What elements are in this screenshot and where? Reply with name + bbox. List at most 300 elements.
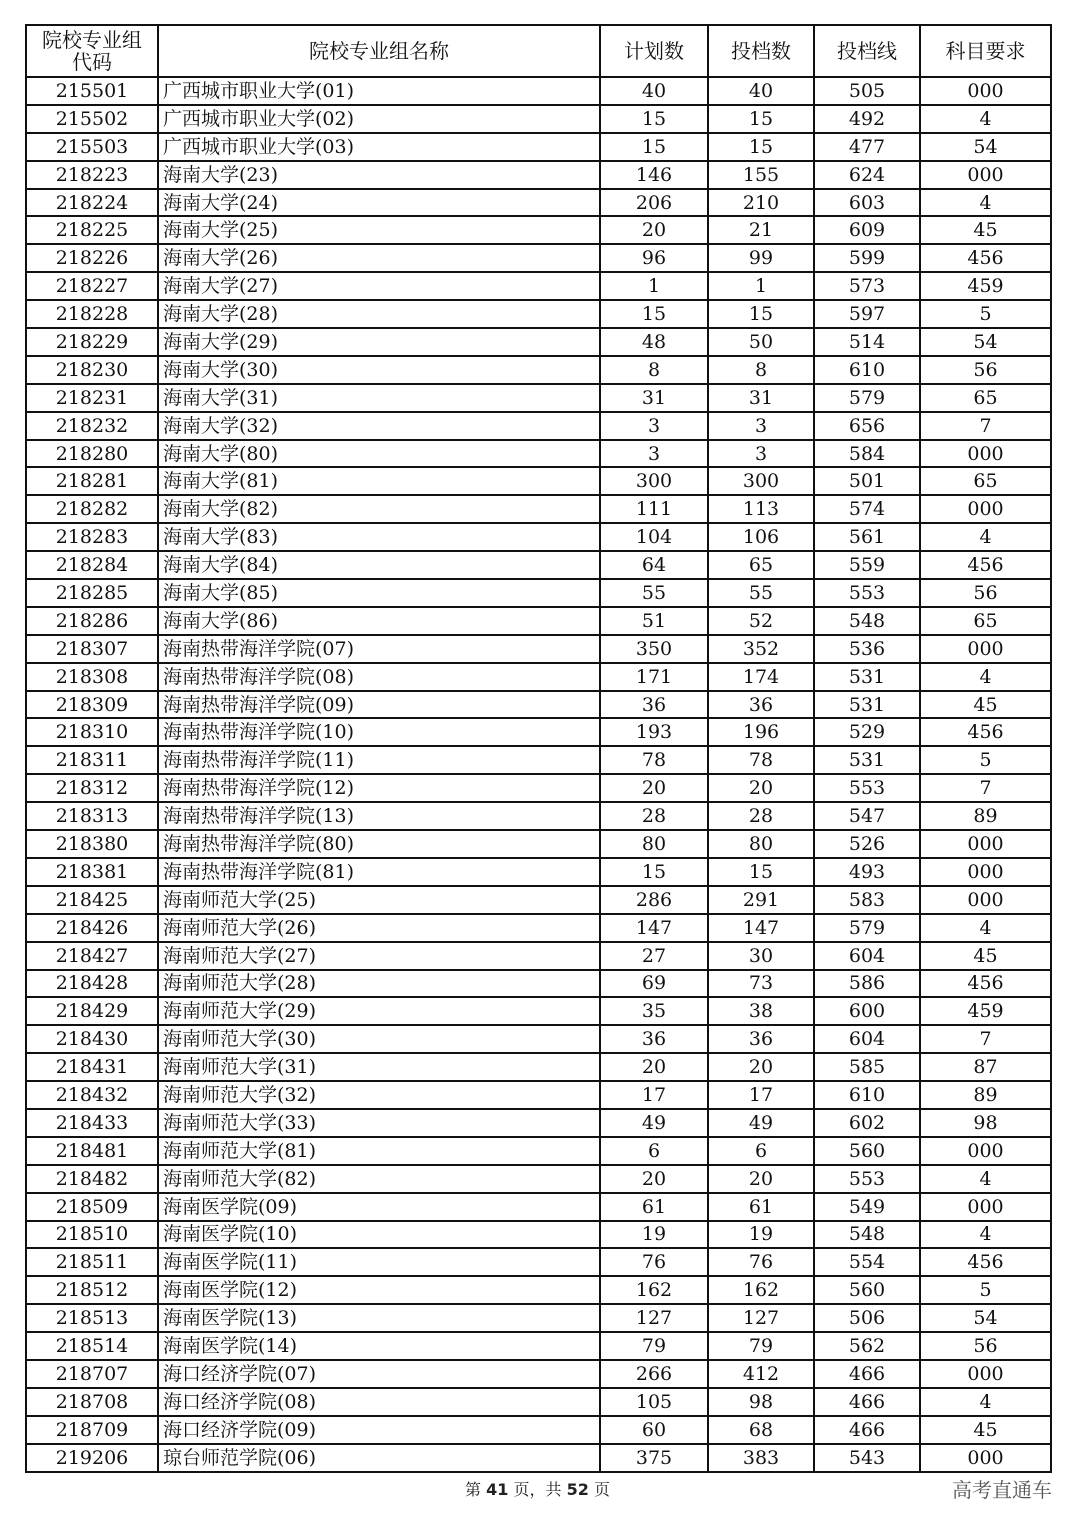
cell-code: 218482 (26, 1165, 158, 1193)
cell-name: 海南师范大学(33) (158, 1109, 600, 1137)
cell-code: 215501 (26, 77, 158, 105)
table-row (26, 356, 1051, 384)
cell-name: 海南医学院(11) (158, 1248, 600, 1276)
cell-admitted: 50 (708, 328, 814, 356)
cell-subjects: 459 (920, 997, 1051, 1025)
cell-plan: 1 (600, 272, 708, 300)
cell-subjects: 000 (920, 830, 1051, 858)
cell-plan: 206 (600, 189, 708, 217)
cell-admitted: 68 (708, 1416, 814, 1444)
cell-admitted: 412 (708, 1360, 814, 1388)
cell-plan: 35 (600, 997, 708, 1025)
cell-admitted: 113 (708, 495, 814, 523)
cell-plan: 20 (600, 1165, 708, 1193)
cell-plan: 104 (600, 523, 708, 551)
cell-admitted: 38 (708, 997, 814, 1025)
cell-name: 海南大学(84) (158, 551, 600, 579)
cell-plan: 146 (600, 161, 708, 189)
cell-subjects: 4 (920, 1165, 1051, 1193)
cell-plan: 105 (600, 1388, 708, 1416)
cell-plan: 127 (600, 1304, 708, 1332)
table-row (26, 1137, 1051, 1165)
cell-subjects: 5 (920, 746, 1051, 774)
cell-plan: 19 (600, 1221, 708, 1249)
cell-plan: 60 (600, 1416, 708, 1444)
cell-admitted: 36 (708, 691, 814, 719)
cell-name: 海南大学(83) (158, 523, 600, 551)
table-row (26, 1276, 1051, 1304)
cell-name: 海南大学(24) (158, 189, 600, 217)
cell-plan: 6 (600, 1137, 708, 1165)
cell-code: 218509 (26, 1193, 158, 1221)
cell-name: 海南热带海洋学院(08) (158, 663, 600, 691)
cell-score: 573 (814, 272, 920, 300)
cell-admitted: 36 (708, 1025, 814, 1053)
cell-score: 597 (814, 300, 920, 328)
cell-name: 海南大学(23) (158, 161, 600, 189)
cell-admitted: 49 (708, 1109, 814, 1137)
cell-admitted: 196 (708, 718, 814, 746)
cell-score: 610 (814, 1081, 920, 1109)
watermark-text: 高考直通车 (952, 1478, 1052, 1502)
cell-score: 574 (814, 495, 920, 523)
table-row (26, 1304, 1051, 1332)
table-row (26, 914, 1051, 942)
cell-name: 海口经济学院(08) (158, 1388, 600, 1416)
cell-admitted: 15 (708, 133, 814, 161)
cell-admitted: 31 (708, 384, 814, 412)
table-row (26, 1416, 1051, 1444)
cell-score: 514 (814, 328, 920, 356)
cell-plan: 3 (600, 412, 708, 440)
cell-score: 543 (814, 1444, 920, 1472)
table-row (26, 551, 1051, 579)
table-row (26, 1248, 1051, 1276)
header-admitted: 投档数 (708, 25, 814, 77)
cell-plan: 20 (600, 216, 708, 244)
cell-admitted: 352 (708, 635, 814, 663)
cell-code: 218380 (26, 830, 158, 858)
cell-score: 466 (814, 1360, 920, 1388)
cell-code: 218310 (26, 718, 158, 746)
table-row (26, 1109, 1051, 1137)
table-row (26, 189, 1051, 217)
cell-plan: 193 (600, 718, 708, 746)
cell-code: 218428 (26, 970, 158, 998)
cell-name: 海南大学(29) (158, 328, 600, 356)
cell-subjects: 45 (920, 216, 1051, 244)
header-name: 院校专业组名称 (158, 25, 600, 77)
cell-subjects: 65 (920, 467, 1051, 495)
cell-score: 531 (814, 691, 920, 719)
page-suffix: 页 (593, 1480, 610, 1499)
cell-code: 218228 (26, 300, 158, 328)
cell-score: 560 (814, 1276, 920, 1304)
cell-subjects: 45 (920, 691, 1051, 719)
cell-name: 海口经济学院(09) (158, 1416, 600, 1444)
cell-plan: 8 (600, 356, 708, 384)
cell-code: 218230 (26, 356, 158, 384)
page-footer (0, 1478, 1080, 1502)
cell-admitted: 300 (708, 467, 814, 495)
table-row (26, 1025, 1051, 1053)
cell-admitted: 15 (708, 300, 814, 328)
cell-score: 586 (814, 970, 920, 998)
cell-code: 218282 (26, 495, 158, 523)
table-row (26, 1053, 1051, 1081)
cell-code: 218432 (26, 1081, 158, 1109)
cell-name: 海南大学(30) (158, 356, 600, 384)
cell-subjects: 4 (920, 914, 1051, 942)
cell-admitted: 1 (708, 272, 814, 300)
cell-name: 海南热带海洋学院(80) (158, 830, 600, 858)
cell-admitted: 73 (708, 970, 814, 998)
cell-admitted: 155 (708, 161, 814, 189)
cell-code: 218285 (26, 579, 158, 607)
table-row (26, 77, 1051, 105)
cell-plan: 286 (600, 886, 708, 914)
cell-code: 218308 (26, 663, 158, 691)
cell-code: 219206 (26, 1444, 158, 1472)
page-prefix: 第 (465, 1480, 482, 1499)
cell-plan: 31 (600, 384, 708, 412)
cell-code: 215502 (26, 105, 158, 133)
cell-admitted: 19 (708, 1221, 814, 1249)
cell-plan: 375 (600, 1444, 708, 1472)
table-row (26, 440, 1051, 468)
header-row (26, 25, 1051, 77)
cell-name: 海南热带海洋学院(10) (158, 718, 600, 746)
cell-name: 海南热带海洋学院(13) (158, 802, 600, 830)
table-row (26, 105, 1051, 133)
cell-admitted: 76 (708, 1248, 814, 1276)
table-row (26, 412, 1051, 440)
cell-plan: 111 (600, 495, 708, 523)
header-plan: 计划数 (600, 25, 708, 77)
cell-code: 218226 (26, 244, 158, 272)
cell-score: 656 (814, 412, 920, 440)
cell-code: 218223 (26, 161, 158, 189)
cell-admitted: 127 (708, 1304, 814, 1332)
cell-score: 604 (814, 942, 920, 970)
table-row (26, 997, 1051, 1025)
cell-plan: 40 (600, 77, 708, 105)
table-row (26, 523, 1051, 551)
cell-code: 218426 (26, 914, 158, 942)
table-row (26, 718, 1051, 746)
cell-subjects: 000 (920, 886, 1051, 914)
table-row (26, 300, 1051, 328)
cell-subjects: 456 (920, 718, 1051, 746)
cell-name: 海南医学院(10) (158, 1221, 600, 1249)
table-row (26, 272, 1051, 300)
table-row (26, 1332, 1051, 1360)
cell-score: 603 (814, 189, 920, 217)
cell-code: 218229 (26, 328, 158, 356)
cell-admitted: 210 (708, 189, 814, 217)
table-row (26, 635, 1051, 663)
cell-subjects: 000 (920, 495, 1051, 523)
cell-admitted: 8 (708, 356, 814, 384)
cell-name: 海南大学(25) (158, 216, 600, 244)
cell-subjects: 4 (920, 105, 1051, 133)
cell-score: 548 (814, 1221, 920, 1249)
cell-admitted: 79 (708, 1332, 814, 1360)
cell-plan: 17 (600, 1081, 708, 1109)
cell-subjects: 5 (920, 300, 1051, 328)
cell-name: 海南师范大学(30) (158, 1025, 600, 1053)
cell-subjects: 89 (920, 1081, 1051, 1109)
cell-score: 553 (814, 774, 920, 802)
cell-score: 466 (814, 1416, 920, 1444)
cell-plan: 15 (600, 858, 708, 886)
cell-subjects: 65 (920, 607, 1051, 635)
cell-code: 218514 (26, 1332, 158, 1360)
table-row (26, 1360, 1051, 1388)
table-row (26, 328, 1051, 356)
cell-score: 547 (814, 802, 920, 830)
table-row (26, 1193, 1051, 1221)
cell-admitted: 99 (708, 244, 814, 272)
cell-code: 218307 (26, 635, 158, 663)
table-row (26, 858, 1051, 886)
table-row (26, 830, 1051, 858)
cell-name: 海南大学(85) (158, 579, 600, 607)
cell-subjects: 4 (920, 663, 1051, 691)
table-row (26, 942, 1051, 970)
cell-score: 554 (814, 1248, 920, 1276)
cell-code: 218311 (26, 746, 158, 774)
table-row (26, 1221, 1051, 1249)
cell-admitted: 28 (708, 802, 814, 830)
table-row (26, 970, 1051, 998)
cell-subjects: 000 (920, 1193, 1051, 1221)
table-body (26, 77, 1051, 1472)
cell-code: 218709 (26, 1416, 158, 1444)
cell-score: 553 (814, 579, 920, 607)
cell-plan: 79 (600, 1332, 708, 1360)
table-row (26, 886, 1051, 914)
cell-plan: 51 (600, 607, 708, 635)
cell-subjects: 000 (920, 858, 1051, 886)
cell-admitted: 55 (708, 579, 814, 607)
header-code (26, 25, 158, 77)
cell-subjects: 4 (920, 523, 1051, 551)
cell-plan: 3 (600, 440, 708, 468)
cell-subjects: 54 (920, 133, 1051, 161)
cell-subjects: 98 (920, 1109, 1051, 1137)
cell-subjects: 000 (920, 635, 1051, 663)
cell-plan: 15 (600, 133, 708, 161)
page-middle: 页，共 (513, 1480, 562, 1499)
cell-score: 506 (814, 1304, 920, 1332)
cell-subjects: 000 (920, 1137, 1051, 1165)
cell-name: 海南大学(82) (158, 495, 600, 523)
cell-subjects: 456 (920, 970, 1051, 998)
total-pages: 52 (566, 1480, 589, 1499)
cell-plan: 27 (600, 942, 708, 970)
cell-admitted: 162 (708, 1276, 814, 1304)
cell-name: 海南师范大学(31) (158, 1053, 600, 1081)
cell-score: 579 (814, 384, 920, 412)
cell-plan: 61 (600, 1193, 708, 1221)
cell-name: 海南热带海洋学院(07) (158, 635, 600, 663)
cell-subjects: 7 (920, 774, 1051, 802)
cell-name: 海南师范大学(25) (158, 886, 600, 914)
cell-name: 海口经济学院(07) (158, 1360, 600, 1388)
cell-subjects: 65 (920, 384, 1051, 412)
cell-name: 海南大学(31) (158, 384, 600, 412)
cell-score: 529 (814, 718, 920, 746)
cell-admitted: 20 (708, 1053, 814, 1081)
cell-plan: 96 (600, 244, 708, 272)
page-number-info (0, 1478, 1075, 1502)
admission-table-container (25, 24, 1050, 1473)
cell-score: 560 (814, 1137, 920, 1165)
cell-name: 海南热带海洋学院(12) (158, 774, 600, 802)
cell-admitted: 52 (708, 607, 814, 635)
cell-admitted: 20 (708, 1165, 814, 1193)
cell-plan: 147 (600, 914, 708, 942)
cell-plan: 15 (600, 105, 708, 133)
cell-admitted: 17 (708, 1081, 814, 1109)
cell-name: 海南师范大学(26) (158, 914, 600, 942)
cell-name: 广西城市职业大学(01) (158, 77, 600, 105)
cell-admitted: 40 (708, 77, 814, 105)
table-row (26, 579, 1051, 607)
cell-code: 218481 (26, 1137, 158, 1165)
admission-table (25, 24, 1052, 1473)
cell-admitted: 65 (708, 551, 814, 579)
header-score: 投档线 (814, 25, 920, 77)
cell-name: 海南医学院(14) (158, 1332, 600, 1360)
cell-admitted: 21 (708, 216, 814, 244)
cell-plan: 80 (600, 830, 708, 858)
cell-name: 海南热带海洋学院(09) (158, 691, 600, 719)
cell-plan: 171 (600, 663, 708, 691)
cell-score: 526 (814, 830, 920, 858)
cell-plan: 162 (600, 1276, 708, 1304)
cell-admitted: 15 (708, 858, 814, 886)
cell-name: 广西城市职业大学(03) (158, 133, 600, 161)
cell-subjects: 000 (920, 161, 1051, 189)
cell-score: 505 (814, 77, 920, 105)
cell-score: 604 (814, 1025, 920, 1053)
cell-admitted: 3 (708, 412, 814, 440)
cell-score: 493 (814, 858, 920, 886)
cell-admitted: 147 (708, 914, 814, 942)
cell-name: 海南师范大学(29) (158, 997, 600, 1025)
cell-subjects: 000 (920, 1444, 1051, 1472)
cell-score: 602 (814, 1109, 920, 1137)
cell-admitted: 20 (708, 774, 814, 802)
cell-name: 海南医学院(13) (158, 1304, 600, 1332)
cell-code: 218512 (26, 1276, 158, 1304)
cell-admitted: 6 (708, 1137, 814, 1165)
cell-score: 583 (814, 886, 920, 914)
cell-plan: 300 (600, 467, 708, 495)
table-row (26, 802, 1051, 830)
cell-code: 218227 (26, 272, 158, 300)
cell-code: 218511 (26, 1248, 158, 1276)
cell-code: 218429 (26, 997, 158, 1025)
cell-score: 492 (814, 105, 920, 133)
cell-name: 海南大学(26) (158, 244, 600, 272)
cell-code: 218430 (26, 1025, 158, 1053)
table-row (26, 607, 1051, 635)
cell-score: 600 (814, 997, 920, 1025)
table-row (26, 133, 1051, 161)
cell-name: 海南师范大学(82) (158, 1165, 600, 1193)
cell-code: 218425 (26, 886, 158, 914)
cell-plan: 266 (600, 1360, 708, 1388)
table-row (26, 216, 1051, 244)
cell-plan: 64 (600, 551, 708, 579)
cell-code: 218286 (26, 607, 158, 635)
cell-subjects: 87 (920, 1053, 1051, 1081)
cell-code: 215503 (26, 133, 158, 161)
cell-subjects: 7 (920, 1025, 1051, 1053)
table-row (26, 161, 1051, 189)
cell-plan: 76 (600, 1248, 708, 1276)
cell-plan: 20 (600, 1053, 708, 1081)
cell-score: 561 (814, 523, 920, 551)
cell-plan: 36 (600, 691, 708, 719)
cell-subjects: 56 (920, 1332, 1051, 1360)
cell-score: 579 (814, 914, 920, 942)
table-row (26, 467, 1051, 495)
cell-score: 584 (814, 440, 920, 468)
cell-name: 海南大学(28) (158, 300, 600, 328)
table-row (26, 1165, 1051, 1193)
cell-code: 218312 (26, 774, 158, 802)
cell-plan: 69 (600, 970, 708, 998)
table-row (26, 663, 1051, 691)
cell-score: 610 (814, 356, 920, 384)
cell-subjects: 56 (920, 579, 1051, 607)
cell-subjects: 459 (920, 272, 1051, 300)
cell-subjects: 89 (920, 802, 1051, 830)
cell-subjects: 45 (920, 1416, 1051, 1444)
cell-score: 531 (814, 663, 920, 691)
table-row (26, 1388, 1051, 1416)
cell-admitted: 80 (708, 830, 814, 858)
cell-subjects: 4 (920, 189, 1051, 217)
cell-score: 477 (814, 133, 920, 161)
cell-admitted: 3 (708, 440, 814, 468)
cell-code: 218381 (26, 858, 158, 886)
cell-name: 海南大学(81) (158, 467, 600, 495)
cell-name: 海南热带海洋学院(11) (158, 746, 600, 774)
cell-score: 531 (814, 746, 920, 774)
cell-subjects: 5 (920, 1276, 1051, 1304)
cell-plan: 15 (600, 300, 708, 328)
cell-plan: 36 (600, 1025, 708, 1053)
cell-admitted: 98 (708, 1388, 814, 1416)
cell-code: 218224 (26, 189, 158, 217)
cell-name: 海南师范大学(27) (158, 942, 600, 970)
cell-admitted: 30 (708, 942, 814, 970)
cell-name: 海南师范大学(81) (158, 1137, 600, 1165)
cell-admitted: 78 (708, 746, 814, 774)
cell-code: 218427 (26, 942, 158, 970)
cell-subjects: 456 (920, 1248, 1051, 1276)
cell-subjects: 54 (920, 1304, 1051, 1332)
table-row (26, 244, 1051, 272)
cell-score: 549 (814, 1193, 920, 1221)
cell-score: 585 (814, 1053, 920, 1081)
cell-code: 218231 (26, 384, 158, 412)
